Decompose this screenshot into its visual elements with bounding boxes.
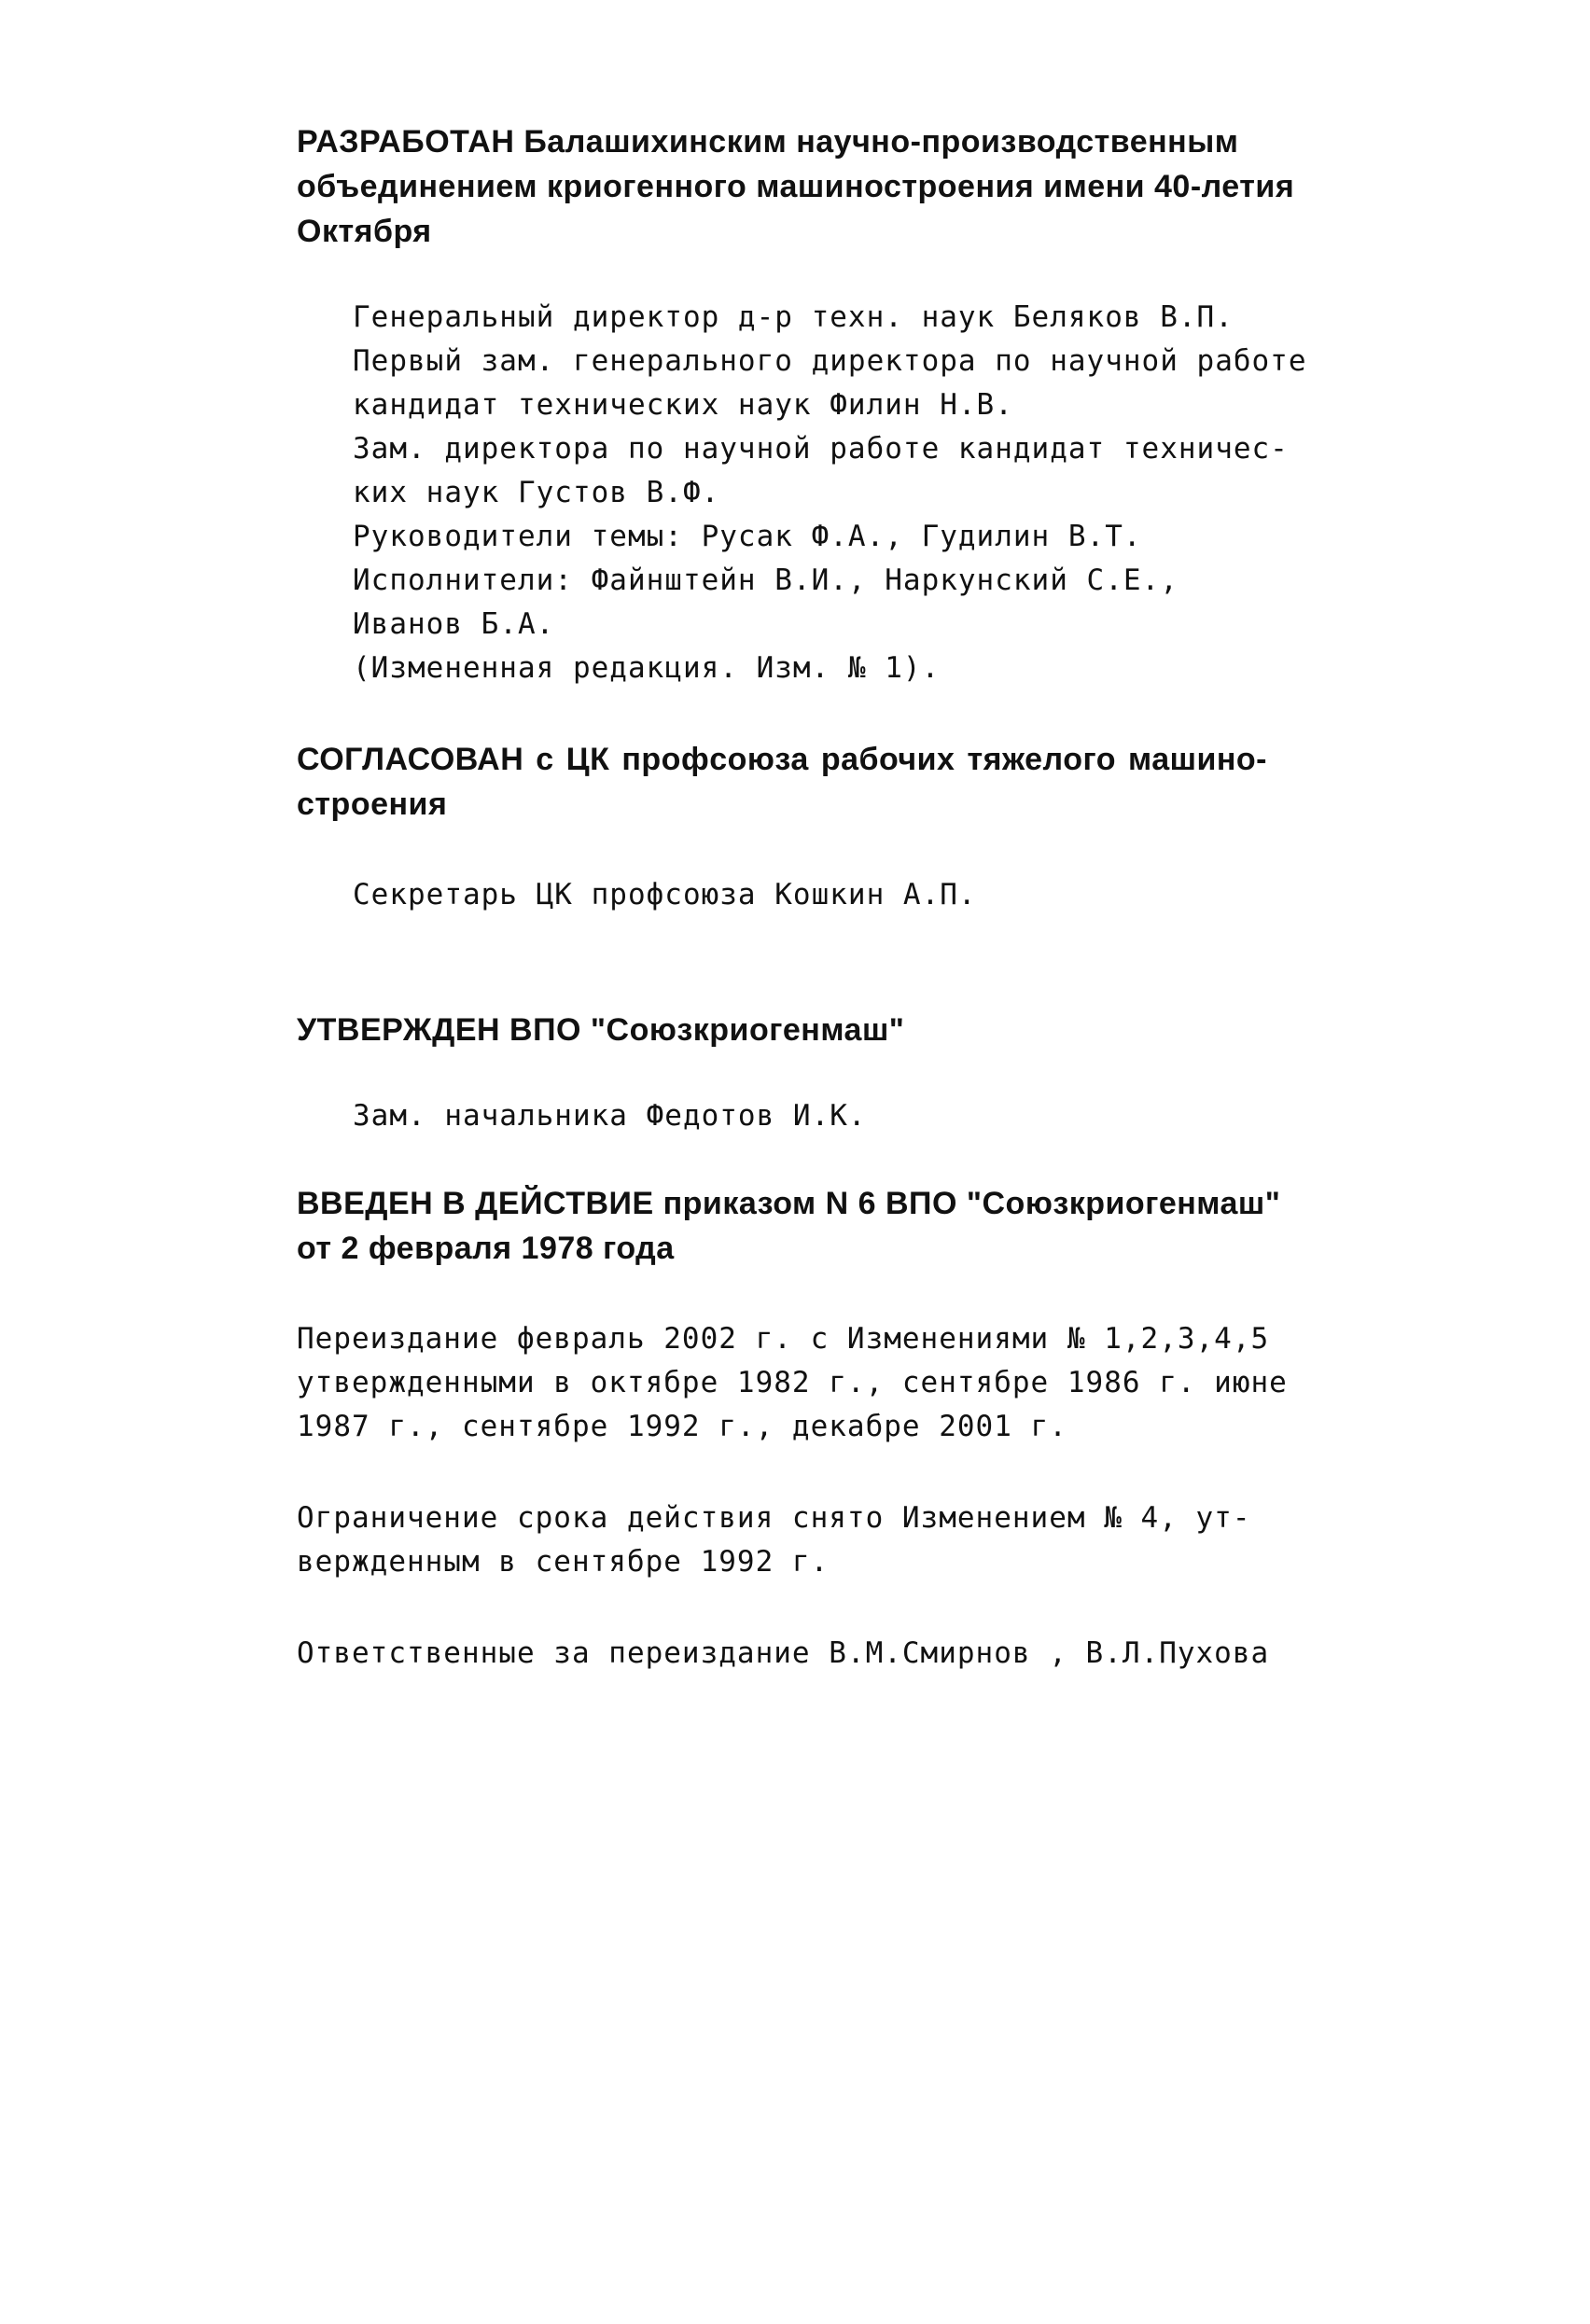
reissue-line-1: Переиздание февраль 2002 г. с Изменениями № 1,2,3,4,5 (297, 1322, 1270, 1356)
staff-line-first-deputy-cont: кандидат технических наук Филин Н.В. (353, 388, 1013, 422)
staff-line-general-director: Генеральный директор д-р техн. наук Беляков В.П. (353, 300, 1234, 334)
developed-heading-line-3: Октября (297, 214, 432, 249)
developed-heading (297, 119, 1295, 254)
enacted-heading-line-2: от 2 февраля 1978 года (297, 1231, 675, 1266)
developed-staff-list (353, 296, 1307, 690)
staff-line-topic-leaders: Руководители темы: Русак Ф.А., Гудилин В.Т. (353, 520, 1142, 553)
staff-line-deputy-head: Зам. начальника Федотов И.К. (353, 1099, 867, 1133)
agreed-word: ЦК (565, 742, 610, 777)
staff-line-performers-cont: Иванов Б.А. (353, 607, 555, 641)
agreed-word: тяжелого (967, 742, 1116, 777)
agreed-word: с (536, 742, 554, 777)
agreed-heading (297, 737, 1267, 827)
staff-line-deputy-director: Зам. директора по научной работе кандидат техничес- (353, 432, 1289, 466)
agreed-word: рабочих (820, 742, 955, 777)
staff-line-secretary: Секретарь ЦК профсоюза Кошкин А.П. (353, 878, 977, 912)
reissue-line-2: утвержденными в октябре 1982 г., сентябре 1986 г. июне (297, 1366, 1288, 1399)
approved-heading (297, 1008, 1267, 1052)
responsible-line: Ответственные за переиздание В.М.Смирнов , В.Л.Пухова (297, 1636, 1270, 1670)
staff-line-revision-note: (Измененная редакция. Изм. № 1). (353, 651, 941, 685)
responsible-paragraph (297, 1632, 1269, 1676)
enacted-heading (297, 1181, 1281, 1271)
agreed-word: машино- (1128, 742, 1267, 777)
agreed-heading-line-2: строения (297, 786, 448, 822)
agreed-heading-line-1 (297, 737, 1267, 782)
developed-heading-line-2: объединением криогенного машиностроения имени 40-летия (297, 169, 1295, 204)
reissue-line-3: 1987 г., сентябре 1992 г., декабре 2001 г. (297, 1410, 1067, 1443)
enacted-heading-line-1: ВВЕДЕН В ДЕЙСТВИЕ приказом N 6 ВПО "Союзкриогенмаш" (297, 1186, 1281, 1221)
term-limit-line-1: Ограничение срока действия снято Изменением № 4, ут- (297, 1501, 1251, 1535)
term-limit-paragraph (297, 1496, 1251, 1584)
approved-staff (353, 1094, 867, 1138)
reissue-paragraph (297, 1317, 1288, 1449)
agreed-staff (353, 873, 977, 917)
staff-line-performers: Исполнители: Файнштейн В.И., Наркунский С.Е., (353, 564, 1179, 597)
agreed-word: СОГЛАСОВАН (297, 742, 524, 777)
staff-line-deputy-director-cont: ких наук Густов В.Ф. (353, 476, 720, 509)
agreed-word: профсоюза (621, 742, 809, 777)
term-limit-line-2: вержденным в сентябре 1992 г. (297, 1545, 830, 1579)
approved-heading-line: УТВЕРЖДЕН ВПО "Союзкриогенмаш" (297, 1012, 905, 1048)
staff-line-first-deputy: Первый зам. генерального директора по научной работе (353, 344, 1307, 378)
developed-heading-line-1: РАЗРАБОТАН Балашихинским научно-производственным (297, 124, 1239, 160)
